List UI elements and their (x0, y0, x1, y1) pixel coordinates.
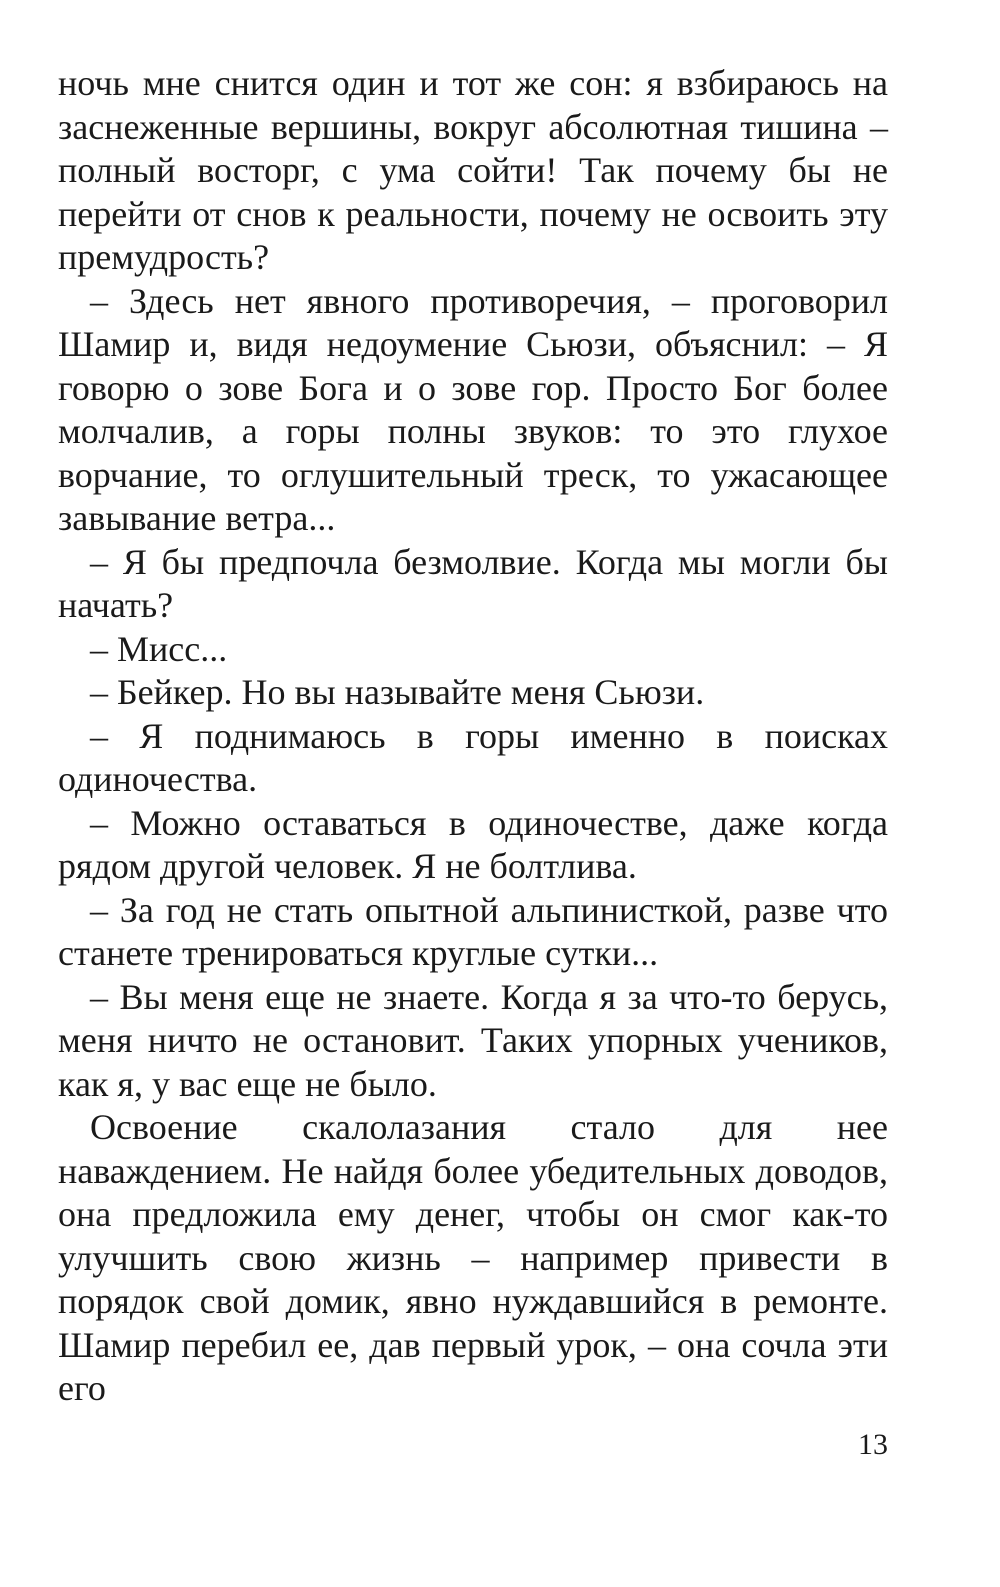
paragraph: – Бейкер. Но вы называйте меня Сьюзи. (90, 672, 705, 712)
page-body (58, 62, 888, 1411)
page-number: 13 (858, 1428, 888, 1461)
paragraph: – Я бы предпочла безмолвие. Когда мы могли бы начать? (58, 541, 888, 625)
paragraph: – Здесь нет явного противоречия, – проговорил Шамир и, видя недоумение Сьюзи, объяснил: – Я говорю о зове Бога и о зове гор. Просто Бог более молчалив, а горы полны звуков: то это глухое ворчание, то оглушительный треск, то ужасающее завывание ветра... (58, 280, 888, 538)
paragraph: ночь мне снится один и тот же сон: я взбираюсь на заснеженные вершины, вокруг абсолютная тишина – полный восторг, с ума сойти! Так почему бы не перейти от снов к реальности, почему не освоить эту премудрость? (58, 63, 888, 277)
paragraph: Освоение скалолазания стало для нее наваждением. Не найдя более убедительных доводов, она предложила ему денег, чтобы он смог как-то улучшить свою жизнь – например привести в порядок свой домик, явно нуждавшийся в ремонте. Шамир перебил ее, дав первый урок, – она сочла эти его (58, 1107, 888, 1408)
paragraph: – Мисс... (90, 628, 228, 669)
paragraph: – За год не стать опытной альпинисткой, разве что станете тренироваться круглые сутки... (58, 889, 888, 973)
paragraph: – Вы меня еще не знаете. Когда я за что-то берусь, меня ничто не остановит. Таких упорных учеников, как я, у вас еще не было. (58, 976, 888, 1104)
paragraph: – Я поднимаюсь в горы именно в поисках одиночества. (58, 715, 888, 799)
paragraph: – Можно оставаться в одиночестве, даже когда рядом другой человек. Я не болтлива. (58, 802, 888, 886)
